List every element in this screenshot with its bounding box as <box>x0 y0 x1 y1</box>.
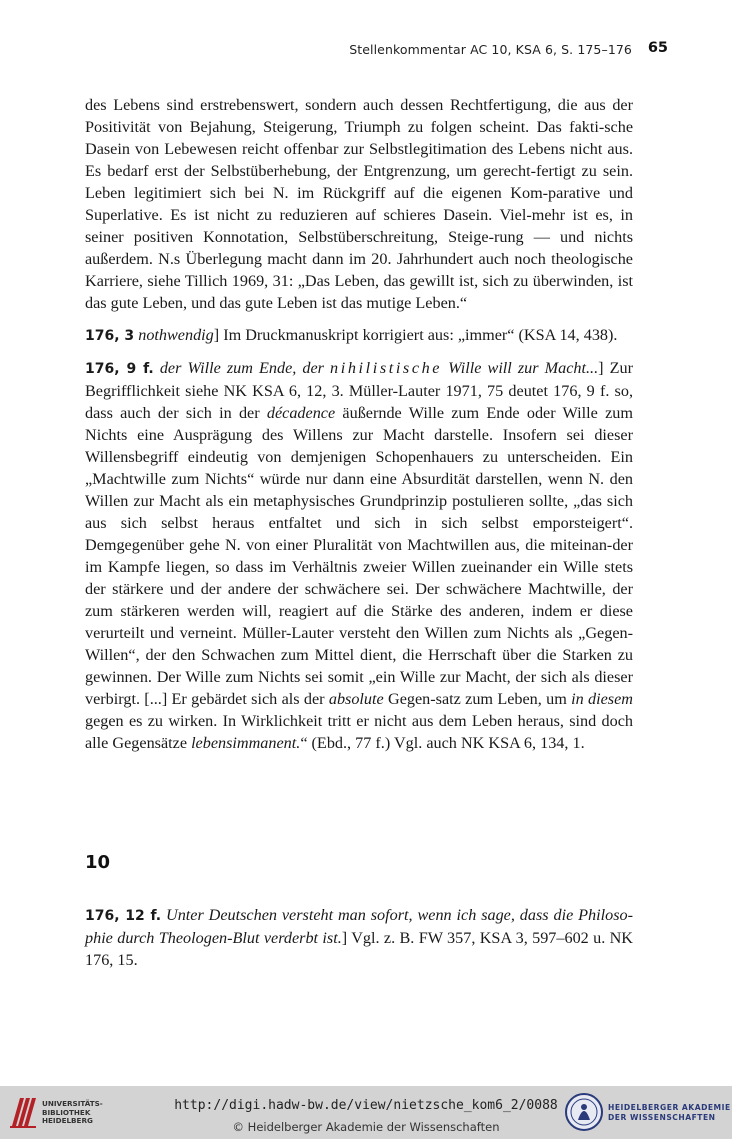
lemma: nothwendig <box>138 326 214 344</box>
lemma <box>160 359 598 377</box>
entry-text: gegen es zu wirken. In Wirklichkeit tritt er nicht aus dem Leben heraus, sind doch alle Gegensätze <box>85 712 633 752</box>
entry-text: ] Vgl. z. B. FW 357, KSA 3, 597–602 u. NK 176, 15. <box>85 929 633 969</box>
commentary-entry <box>85 904 633 971</box>
entry-text: äußernde Wille zum Ende oder Wille zum Nichts eine Ausprägung des Willens zur Macht darstelle. Insofern sei dieser Willensbegriff eindeutig von demjenigen Schopenhauers zu unterscheiden. Ein „Machtwille zum Nichts“ würde nur dann eine Absurdität darstellen, wenn N. den Willen zur Macht als ein metaphysisches Grundprinzip postulieren sollte, „das sich aus sich selbst heraus entfaltet und sich in sich selbst emporsteigert“. Demgegenüber gehe N. von einer Pluralität von Machtwillen aus, die miteinan-der im Kampfe liegen, so dass im Verhältnis zweier Willen zueinander ein Wille stets der stärkere und der andere der schwächere sei. Der schwächere Machtwille, der zum stärkeren werden will, reagiert auf die Stärke des anderen, indem er diese verurteilt und verneint. Müller-Lauter versteht den Willen zum Nichts als „Gegen-Willen“, der den Schwachen zum Mittel dient, die Herrschaft über die Starken zu gewinnen. Der Wille zum Nichts sei somit „ein Wille zur Macht, der sich als dieser verbirgt. [...] Er gebärdet sich als der <box>85 404 633 708</box>
section-heading: 10 <box>85 852 111 873</box>
emphasis: lebensimmanent. <box>191 734 301 752</box>
entry-text: ] Zur Begrifflichkeit siehe NK KSA 6, 12, 3. Müller-Lauter 1971, 75 deutet 176, 9 f. so, dass auch der sich in der <box>85 359 633 422</box>
ub-logo-text: UNIVERSITÄTS- BIBLIOTHEK HEIDELBERG <box>42 1099 103 1125</box>
commentary-entry <box>85 357 633 754</box>
lemma-part: der Wille zum Ende, der <box>159 359 324 377</box>
line-reference: 176, 9 f. <box>85 361 154 377</box>
running-head: Stellenkommentar AC 10, KSA 6, S. 175–176 <box>349 42 632 57</box>
commentary-entry <box>85 324 633 347</box>
lemma: Unter Deutschen versteht man sofort, wenn ich sage, dass die Philoso-phie durch Theologen-Blut verderbt ist. <box>85 906 633 947</box>
hadw-logo[interactable] <box>564 1092 731 1134</box>
page-number: 65 <box>647 40 668 56</box>
line-reference: 176, 12 f. <box>85 908 162 924</box>
main-text <box>85 94 633 754</box>
lemma-part: Wille will zur Macht... <box>448 359 599 377</box>
permalink-url[interactable]: http://digi.hadw-bw.de/view/nietzsche_kom6_2/0088 <box>174 1098 558 1113</box>
section-text <box>85 904 633 971</box>
emphasis: décadence <box>266 404 336 422</box>
emphasis: in diesem <box>571 690 633 708</box>
academy-seal-icon <box>564 1092 604 1132</box>
lemma-spaced-word: nihilistische <box>330 359 443 377</box>
line-reference: 176, 3 <box>85 328 135 344</box>
entry-text: ] Im Druckmanuskript korrigiert aus: „immer“ (KSA 14, 438). <box>213 326 618 344</box>
footer-bar <box>0 1086 732 1139</box>
entry-text: Gegen-satz zum Leben, um <box>383 690 572 708</box>
copyright-notice: © Heidelberger Akademie der Wissenschaften <box>232 1120 500 1134</box>
entry-text: “ (Ebd., 77 f.) Vgl. auch NK KSA 6, 134, 1. <box>300 734 585 752</box>
emphasis: absolute <box>328 690 384 708</box>
paragraph: des Lebens sind erstrebenswert, sondern auch dessen Rechtfertigung, die aus der Positivität von Bejahung, Steigerung, Triumph zu folgen scheint. Das fakti-sche Dasein von Lebewesen reicht offenbar zur Selbstlegitimation des Lebens nicht aus. Es bedarf erst der Selbstüberhebung, der Entgrenzung, um gerecht-fertigt zu sein. Leben legitimiert sich bei N. im Rückgriff auf die eigenen Kom-parative und Superlative. Es ist nicht zu reduzieren auf schieres Dasein. Viel-mehr ist es, in seiner positiven Konnotation, Selbstüberschreitung, Steige-rung — und nichts außerdem. N.s Überlegung macht dann im 20. Jahrhundert auch noch theologische Karriere, siehe Tillich 1969, 31: „Das Leben, das gewillt ist, sich zu überwinden, ist das gute Leben, und das gute Leben ist das mutige Leben.“ <box>85 96 633 312</box>
hadw-logo-text: HEIDELBERGER AKADEMIE DER WISSENSCHAFTEN <box>608 1103 731 1122</box>
